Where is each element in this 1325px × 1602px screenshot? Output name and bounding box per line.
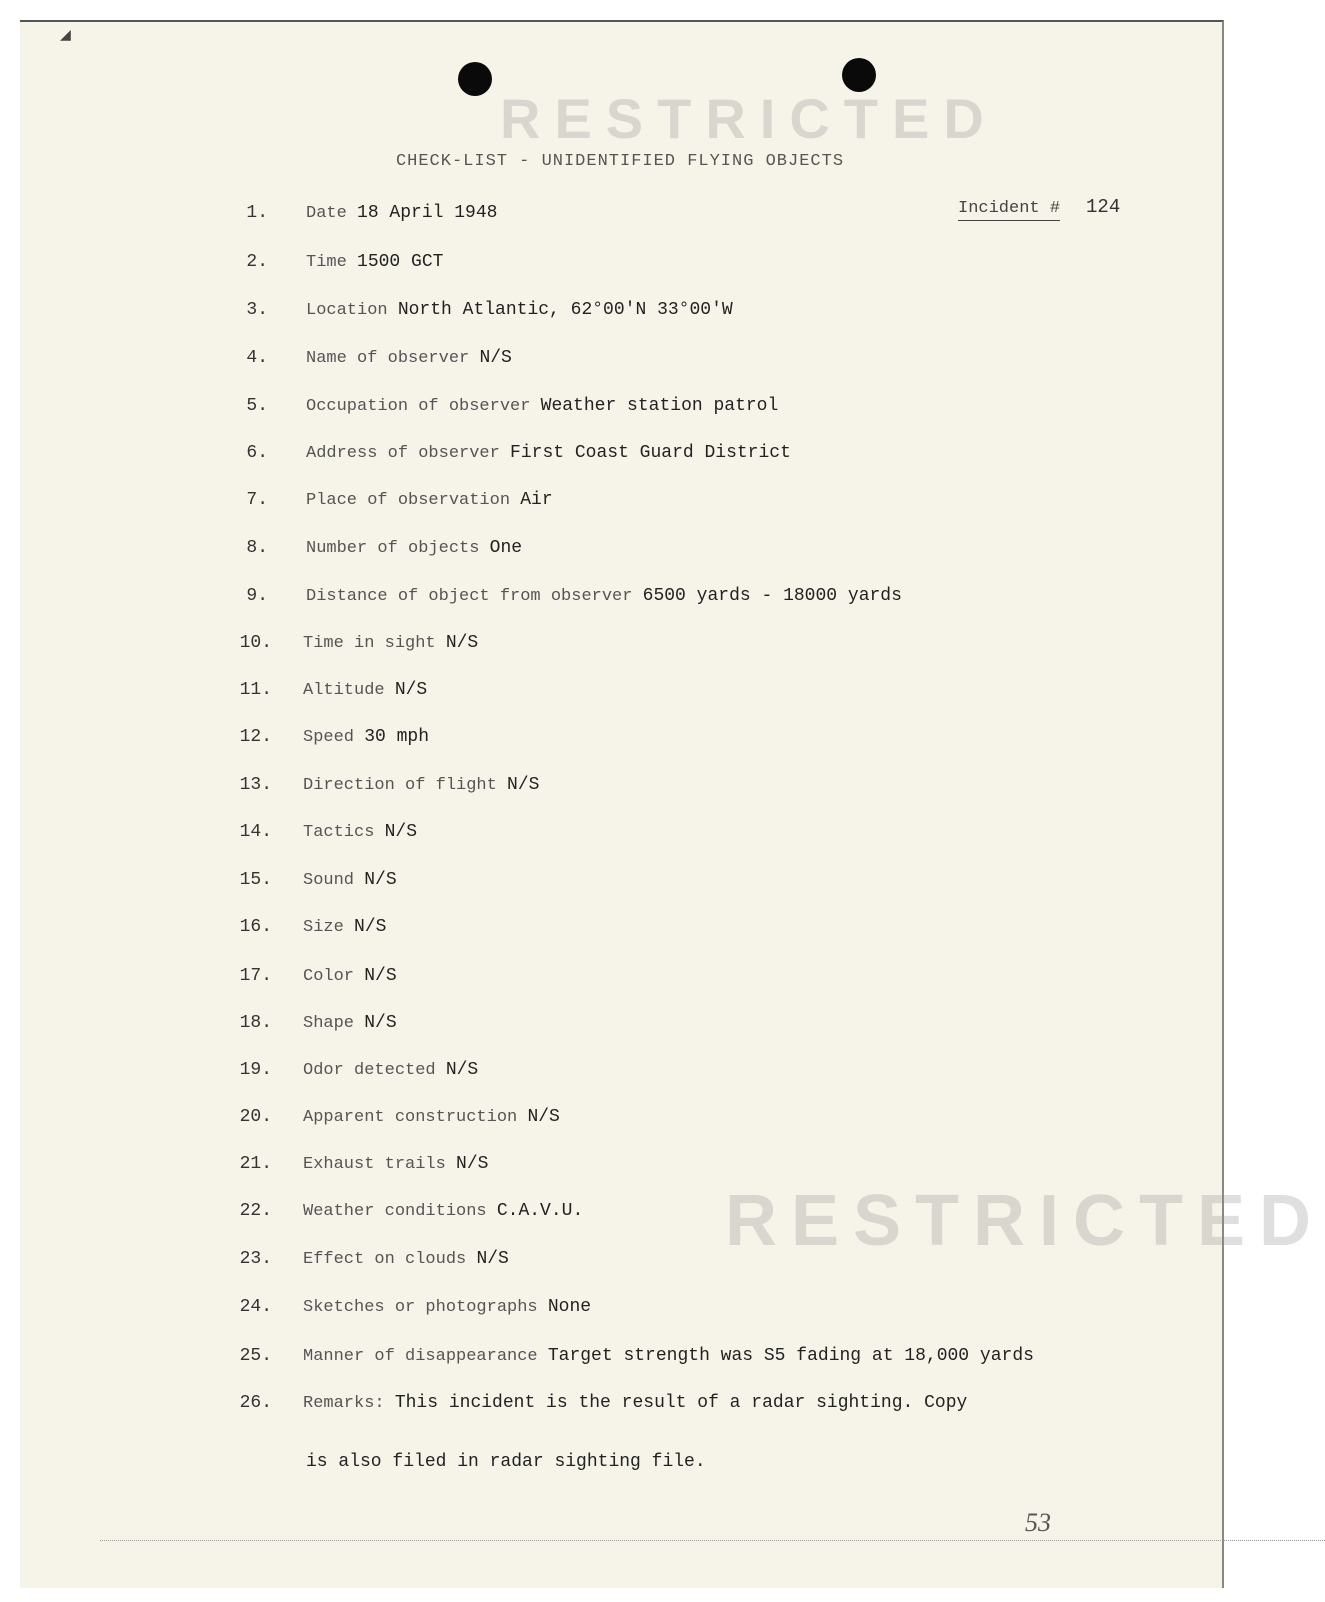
- item-label: [303, 1201, 583, 1221]
- item-number: 11.: [239, 680, 272, 700]
- item-label: [303, 1346, 1034, 1366]
- item-value: N/S: [456, 1154, 489, 1174]
- item-label-text: Size: [303, 918, 344, 937]
- incident-label: Incident #: [958, 199, 1060, 221]
- restricted-stamp-top: RESTRICTED: [500, 87, 998, 150]
- item-number: 16.: [239, 917, 272, 937]
- item-label-text: Exhaust trails: [303, 1155, 446, 1174]
- item-number: 25.: [239, 1346, 272, 1366]
- item-number: 3.: [246, 300, 268, 320]
- item-label: [306, 203, 497, 223]
- item-value: One: [489, 538, 523, 558]
- item-number: 24.: [239, 1297, 272, 1317]
- item-label: [306, 586, 902, 606]
- item-value: None: [547, 1297, 592, 1317]
- item-label-text: Time: [306, 253, 347, 272]
- item-value: N/S: [479, 348, 512, 368]
- item-label-text: Apparent construction: [303, 1108, 518, 1127]
- item-number: 17.: [239, 966, 272, 986]
- item-number: 9.: [246, 586, 268, 606]
- item-label: [303, 1249, 509, 1269]
- item-label: [303, 680, 427, 700]
- item-label-text: Name of observer: [306, 349, 470, 368]
- item-label-text: Shape: [303, 1014, 355, 1033]
- item-number: 20.: [239, 1107, 272, 1127]
- item-label-text: Number of objects: [306, 539, 480, 558]
- restricted-stamp-bottom: RESTRICTED: [725, 1181, 1325, 1261]
- item-number: 12.: [239, 727, 272, 747]
- item-value: Target strength was S5 fading at 18,000 yards: [547, 1346, 1034, 1366]
- item-value: N/S: [476, 1249, 509, 1269]
- item-number: 5.: [246, 396, 268, 416]
- item-number: 19.: [239, 1060, 272, 1080]
- item-value: North Atlantic, 62°00'N 33°00'W: [397, 300, 733, 320]
- item-label: [303, 870, 397, 890]
- item-value: Weather station patrol: [540, 396, 779, 416]
- corner-mark: ◢: [60, 26, 71, 46]
- bottom-rule: [100, 1540, 1325, 1541]
- item-label: [303, 966, 397, 986]
- page-title: CHECK-LIST - UNIDENTIFIED FLYING OBJECTS: [395, 152, 845, 171]
- item-label-text: Remarks:: [303, 1394, 385, 1413]
- item-number: 18.: [239, 1013, 272, 1033]
- item-value: N/S: [445, 1060, 479, 1080]
- incident-block: [958, 196, 1120, 218]
- item-label: [303, 822, 417, 842]
- item-number: 6.: [246, 443, 268, 463]
- incident-number: 124: [1086, 196, 1121, 218]
- item-label: [306, 490, 553, 510]
- item-label: [303, 1393, 967, 1413]
- item-label: [306, 396, 778, 416]
- item-value: First Coast Guard District: [510, 443, 791, 463]
- item-label: [306, 252, 443, 272]
- item-label: [306, 443, 791, 463]
- item-label-text: Tactics: [303, 823, 375, 842]
- item-label-text: Distance of object from observer: [306, 587, 633, 606]
- item-number: 1.: [246, 203, 268, 223]
- item-value: N/S: [527, 1107, 560, 1127]
- item-label-text: Odor detected: [303, 1061, 436, 1080]
- item-value: N/S: [507, 775, 540, 795]
- item-number: 2.: [246, 252, 268, 272]
- item-value: N/S: [445, 633, 479, 653]
- item-label-text: Occupation of observer: [306, 397, 531, 416]
- item-value: N/S: [364, 1013, 397, 1033]
- item-number: 15.: [239, 870, 272, 890]
- item-label: [306, 348, 512, 368]
- item-label: [303, 775, 539, 795]
- item-label-text: Speed: [303, 728, 355, 747]
- item-label-text: Effect on clouds: [303, 1250, 467, 1269]
- item-value: N/S: [354, 917, 387, 937]
- item-label: [303, 727, 429, 747]
- item-value: 6500 yards - 18000 yards: [642, 586, 902, 606]
- item-label-text: Place of observation: [306, 491, 511, 510]
- item-value: N/S: [384, 822, 418, 842]
- item-value: N/S: [364, 870, 397, 890]
- item-label: [303, 1107, 560, 1127]
- item-value: 30 mph: [364, 727, 430, 747]
- item-label-text: Altitude: [303, 681, 385, 700]
- item-label: [303, 1154, 488, 1174]
- item-number: 10.: [239, 633, 272, 653]
- item-label: [303, 1013, 397, 1033]
- item-value: Air: [520, 490, 553, 510]
- item-number: 13.: [239, 775, 272, 795]
- item-value: 18 April 1948: [357, 203, 498, 223]
- item-label: [303, 917, 386, 937]
- item-label-text: Location: [306, 301, 388, 320]
- punch-hole-left: [458, 62, 492, 96]
- item-label-text: Sketches or photographs: [303, 1298, 538, 1317]
- item-number: 23.: [239, 1249, 272, 1269]
- item-label: [303, 1297, 591, 1317]
- item-number: 26.: [239, 1393, 272, 1413]
- item-number: 8.: [246, 538, 268, 558]
- item-label: [303, 1060, 478, 1080]
- item-label-text: Weather conditions: [303, 1202, 487, 1221]
- item-label-text: Direction of flight: [303, 776, 497, 795]
- item-label-text: Time in sight: [303, 634, 436, 653]
- item-value: N/S: [364, 966, 397, 986]
- item-label-text: Address of observer: [306, 444, 500, 463]
- item-number: 22.: [239, 1201, 272, 1221]
- item-label-text: Sound: [303, 871, 355, 890]
- remarks-continued: is also filed in radar sighting file.: [306, 1452, 706, 1472]
- item-number: 14.: [239, 822, 272, 842]
- item-label: [306, 300, 733, 320]
- item-value: C.A.V.U.: [496, 1201, 584, 1221]
- item-label: [306, 538, 522, 558]
- item-label-text: Color: [303, 967, 355, 986]
- item-value: 1500 GCT: [357, 252, 444, 272]
- item-number: 4.: [246, 348, 268, 368]
- item-number: 7.: [246, 490, 268, 510]
- item-number: 21.: [239, 1154, 272, 1174]
- item-label: [303, 633, 478, 653]
- item-label-text: Date: [306, 204, 347, 223]
- item-value: N/S: [394, 680, 428, 700]
- page-number: 53: [1025, 1508, 1051, 1537]
- item-label-text: Manner of disappearance: [303, 1347, 538, 1366]
- item-value: This incident is the result of a radar sighting. Copy: [394, 1393, 968, 1413]
